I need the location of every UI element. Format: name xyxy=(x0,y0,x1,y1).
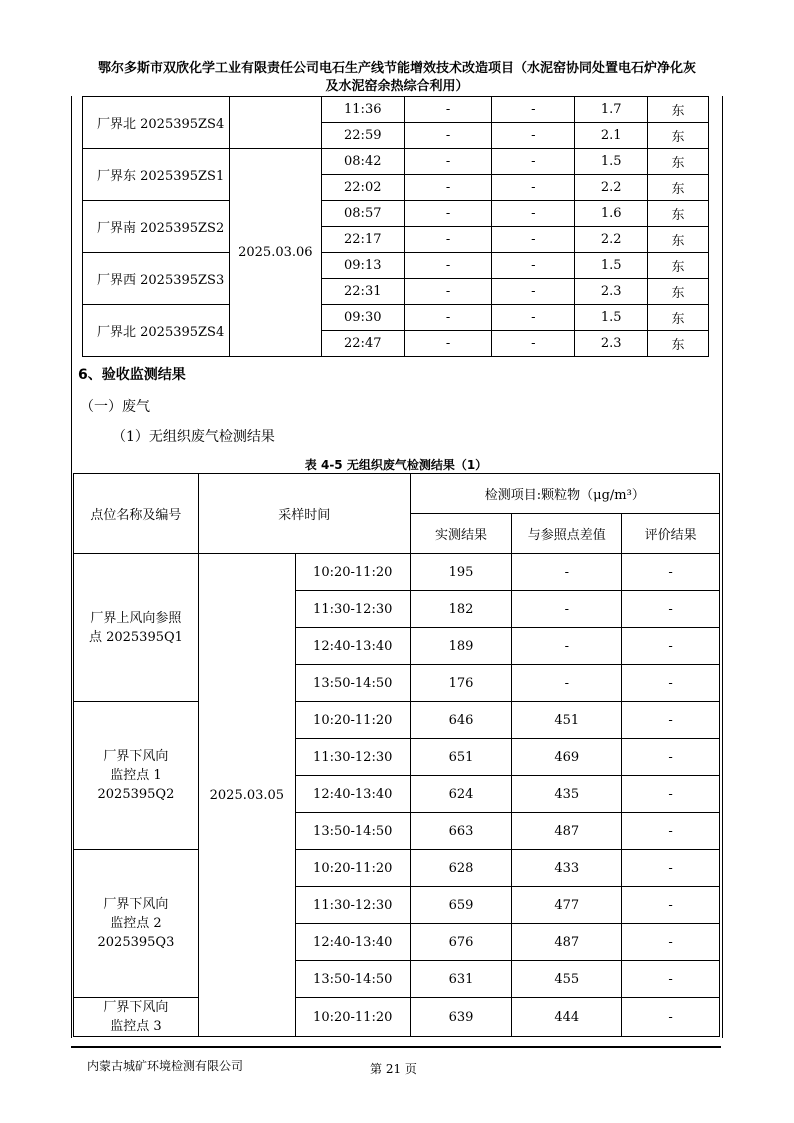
dust-point-name xyxy=(74,702,199,850)
noise-cell: 22:31 xyxy=(321,279,404,305)
dust-cell: 639 xyxy=(410,998,512,1037)
dust-cell: 676 xyxy=(410,924,512,961)
dust-cell: 13:50-14:50 xyxy=(295,665,410,702)
noise-cell: - xyxy=(404,201,492,227)
header-diff: 与参照点差值 xyxy=(512,514,622,554)
dust-cell: 444 xyxy=(512,998,622,1037)
noise-cell: 1.5 xyxy=(575,305,648,331)
dust-cell: - xyxy=(622,665,720,702)
dust-cell: 195 xyxy=(410,554,512,591)
noise-cell: - xyxy=(492,97,575,123)
noise-cell: 09:30 xyxy=(321,305,404,331)
table-row xyxy=(83,149,709,175)
noise-point-name: 厂界南 2025395ZS2 xyxy=(83,201,230,253)
dust-table xyxy=(73,473,720,1037)
dust-point-line: 厂界上风向参照 xyxy=(90,610,182,626)
dust-cell: - xyxy=(512,591,622,628)
page-header xyxy=(40,60,754,96)
dust-cell: - xyxy=(512,628,622,665)
noise-cell: - xyxy=(492,123,575,149)
noise-cell: - xyxy=(404,305,492,331)
table-row xyxy=(83,253,709,279)
dust-point-name xyxy=(74,998,199,1037)
noise-cell: 09:13 xyxy=(321,253,404,279)
noise-cell: 东 xyxy=(648,123,709,149)
noise-cell: 东 xyxy=(648,175,709,201)
noise-cell: - xyxy=(404,253,492,279)
dust-cell: - xyxy=(622,739,720,776)
header-line-1: 鄂尔多斯市双欣化学工业有限责任公司电石生产线节能增效技术改造项目（水泥窑协同处置电石炉净化灰 xyxy=(97,61,696,76)
noise-cell: - xyxy=(404,97,492,123)
dust-cell: 435 xyxy=(512,776,622,813)
dust-point-line: 厂界下风向 xyxy=(103,749,169,764)
noise-point-name: 厂界东 2025395ZS1 xyxy=(83,149,230,201)
noise-cell: - xyxy=(404,149,492,175)
dust-cell: - xyxy=(512,554,622,591)
noise-cell: 东 xyxy=(648,97,709,123)
noise-cell: 08:42 xyxy=(321,149,404,175)
dust-cell: 646 xyxy=(410,702,512,739)
header-time: 采样时间 xyxy=(198,474,410,554)
noise-table xyxy=(82,96,709,357)
dust-cell: - xyxy=(622,776,720,813)
footer-rule xyxy=(71,1046,721,1048)
dust-point-line: 2025395Q3 xyxy=(97,935,175,950)
dust-point-line: 监控点 3 xyxy=(110,1019,162,1034)
noise-cell: 2.1 xyxy=(575,123,648,149)
header-line-2: 及水泥窑余热综合利用） xyxy=(325,79,469,94)
noise-cell: 东 xyxy=(648,149,709,175)
table-row xyxy=(74,702,720,739)
dust-cell: 10:20-11:20 xyxy=(295,998,410,1037)
noise-cell: 1.5 xyxy=(575,253,648,279)
table-row xyxy=(74,850,720,887)
dust-cell: - xyxy=(622,924,720,961)
noise-cell: 1.6 xyxy=(575,201,648,227)
dust-cell: 433 xyxy=(512,850,622,887)
noise-cell: 22:47 xyxy=(321,331,404,357)
dust-point-name xyxy=(74,850,199,998)
noise-cell: 东 xyxy=(648,227,709,253)
noise-cell: 22:17 xyxy=(321,227,404,253)
dust-cell: 176 xyxy=(410,665,512,702)
dust-cell: 11:30-12:30 xyxy=(295,591,410,628)
dust-point-line: 点 2025395Q1 xyxy=(88,629,183,645)
dust-point-line: 监控点 2 xyxy=(110,916,162,931)
noise-point-name: 厂界北 2025395ZS4 xyxy=(83,97,230,149)
subsection-waste-gas: （一）废气 xyxy=(80,399,150,415)
noise-cell: - xyxy=(404,331,492,357)
noise-cell: 2.2 xyxy=(575,227,648,253)
dust-point-line: 厂界下风向 xyxy=(103,897,169,912)
dust-point-name xyxy=(74,554,199,702)
dust-cell: - xyxy=(622,591,720,628)
table-row xyxy=(83,201,709,227)
dust-cell: - xyxy=(622,702,720,739)
table-row xyxy=(83,97,709,123)
dust-cell: - xyxy=(622,628,720,665)
dust-cell: 12:40-13:40 xyxy=(295,628,410,665)
footer-page-number: 第 21 页 xyxy=(370,1062,417,1076)
subsection-fugitive-gas: （1）无组织废气检测结果 xyxy=(112,429,275,445)
header-item: 检测项目:颗粒物（μg/m³） xyxy=(410,474,719,514)
dust-cell: - xyxy=(512,665,622,702)
dust-cell: 11:30-12:30 xyxy=(295,887,410,924)
dust-cell: 487 xyxy=(512,924,622,961)
noise-cell: 2.3 xyxy=(575,279,648,305)
table-row xyxy=(83,305,709,331)
noise-cell: - xyxy=(404,175,492,201)
footer-company: 内蒙古城矿环境检测有限公司 xyxy=(87,1059,244,1073)
dust-cell: 477 xyxy=(512,887,622,924)
dust-cell: 628 xyxy=(410,850,512,887)
dust-cell: 11:30-12:30 xyxy=(295,739,410,776)
noise-cell: - xyxy=(492,149,575,175)
noise-point-name: 厂界西 2025395ZS3 xyxy=(83,253,230,305)
noise-cell: 1.7 xyxy=(575,97,648,123)
dust-cell: 189 xyxy=(410,628,512,665)
table-caption: 表 4-5 无组织废气检测结果（1） xyxy=(304,458,488,472)
dust-cell: 12:40-13:40 xyxy=(295,924,410,961)
dust-cell: - xyxy=(622,813,720,850)
noise-cell: 2.3 xyxy=(575,331,648,357)
dust-cell: 13:50-14:50 xyxy=(295,813,410,850)
noise-cell: - xyxy=(404,279,492,305)
noise-cell: 东 xyxy=(648,201,709,227)
noise-cell: 东 xyxy=(648,305,709,331)
dust-cell: 182 xyxy=(410,591,512,628)
noise-cell: 22:02 xyxy=(321,175,404,201)
noise-cell: 东 xyxy=(648,331,709,357)
noise-cell: 11:36 xyxy=(321,97,404,123)
noise-cell: - xyxy=(492,279,575,305)
dust-cell: 631 xyxy=(410,961,512,998)
dust-cell: - xyxy=(622,554,720,591)
table-row xyxy=(74,554,720,591)
dust-date: 2025.03.05 xyxy=(198,554,295,1037)
header-measured: 实测结果 xyxy=(410,514,512,554)
dust-cell: 624 xyxy=(410,776,512,813)
dust-cell: 469 xyxy=(512,739,622,776)
dust-cell: - xyxy=(622,998,720,1037)
noise-cell: 08:57 xyxy=(321,201,404,227)
noise-cell: 东 xyxy=(648,253,709,279)
noise-cell: - xyxy=(492,201,575,227)
dust-cell: 10:20-11:20 xyxy=(295,554,410,591)
dust-cell: 651 xyxy=(410,739,512,776)
dust-cell: - xyxy=(622,961,720,998)
dust-cell: - xyxy=(622,887,720,924)
dust-cell: 13:50-14:50 xyxy=(295,961,410,998)
dust-cell: 10:20-11:20 xyxy=(295,702,410,739)
noise-date-blank xyxy=(229,97,321,149)
dust-point-line: 厂界下风向 xyxy=(103,1000,169,1015)
noise-cell: - xyxy=(492,305,575,331)
dust-cell: 12:40-13:40 xyxy=(295,776,410,813)
noise-cell: - xyxy=(492,331,575,357)
noise-cell: - xyxy=(404,123,492,149)
noise-date: 2025.03.06 xyxy=(229,149,321,357)
dust-cell: 659 xyxy=(410,887,512,924)
dust-cell: 455 xyxy=(512,961,622,998)
noise-cell: - xyxy=(404,227,492,253)
noise-cell: 22:59 xyxy=(321,123,404,149)
header-point: 点位名称及编号 xyxy=(74,474,199,554)
dust-cell: 663 xyxy=(410,813,512,850)
noise-cell: - xyxy=(492,227,575,253)
dust-cell: 487 xyxy=(512,813,622,850)
section-6-title: 6、验收监测结果 xyxy=(78,367,186,383)
noise-point-name: 厂界北 2025395ZS4 xyxy=(83,305,230,357)
dust-point-line: 2025395Q2 xyxy=(97,787,175,802)
dust-cell: 451 xyxy=(512,702,622,739)
header-eval: 评价结果 xyxy=(622,514,720,554)
noise-cell: - xyxy=(492,175,575,201)
dust-point-line: 监控点 1 xyxy=(110,768,162,783)
noise-cell: 2.2 xyxy=(575,175,648,201)
noise-cell: 1.5 xyxy=(575,149,648,175)
noise-cell: - xyxy=(492,253,575,279)
noise-cell: 东 xyxy=(648,279,709,305)
dust-cell: 10:20-11:20 xyxy=(295,850,410,887)
dust-cell: - xyxy=(622,850,720,887)
table-row xyxy=(74,998,720,1037)
